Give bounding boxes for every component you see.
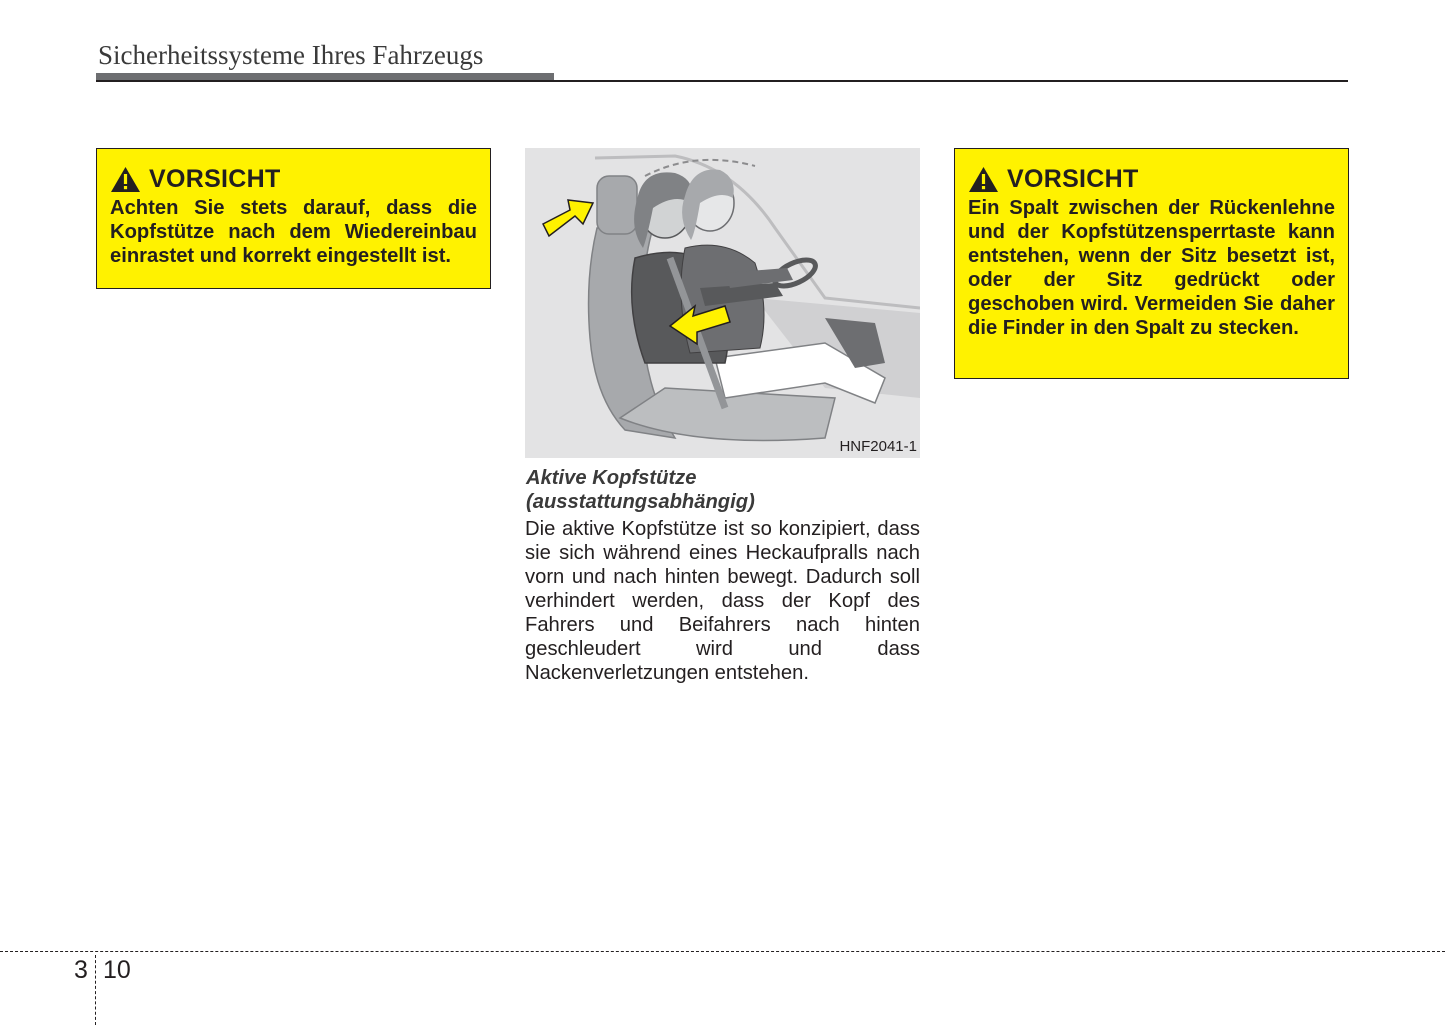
section-title: Aktive Kopfstütze (ausstattungsabhängig) [526, 467, 755, 513]
caution-text: Ein Spalt zwischen der Rückenlehne und der Kopfstützensperrtaste kann entstehen, wenn der Sitz besetzt ist, oder der Sitz gedrückt oder geschoben wird. Vermeiden Sie daher die Finder in den Spalt zu stecken. [968, 197, 1335, 339]
caution-header [968, 165, 1335, 194]
section-body: Die aktive Kopfstütze ist so konzipiert, dass sie sich während eines Heckaufpralls nach vorn und nach hinten bewegt. Dadurch soll verhindert werden, dass der Kopf des Fahrers und Beifahrers nach hinten geschleudert wird und dass Nackenverletzungen entstehen. [525, 518, 920, 684]
footer-rule [0, 951, 1445, 952]
caution-text: Achten Sie stets darauf, dass die Kopfstütze nach dem Wiedereinbau einrastet und korrekt eingestellt ist. [110, 197, 477, 267]
warning-triangle-icon [968, 166, 999, 193]
caution-title: VORSICHT [1007, 165, 1139, 193]
driver-seat-illustration [525, 148, 920, 458]
figure-code: HNF2041-1 [839, 438, 917, 455]
headrest-illustration [525, 148, 920, 458]
header-rule-thin [96, 80, 1348, 82]
caution-box-right [954, 148, 1349, 379]
page-header-title: Sicherheitssysteme Ihres Fahrzeugs [98, 40, 484, 70]
caution-title: VORSICHT [149, 165, 281, 193]
warning-triangle-icon [110, 166, 141, 193]
page-chapter-number: 3 [74, 956, 88, 984]
page-number: 10 [103, 956, 131, 984]
footer-divider [95, 955, 96, 1025]
caution-box-left [96, 148, 491, 289]
caution-header [110, 165, 477, 194]
